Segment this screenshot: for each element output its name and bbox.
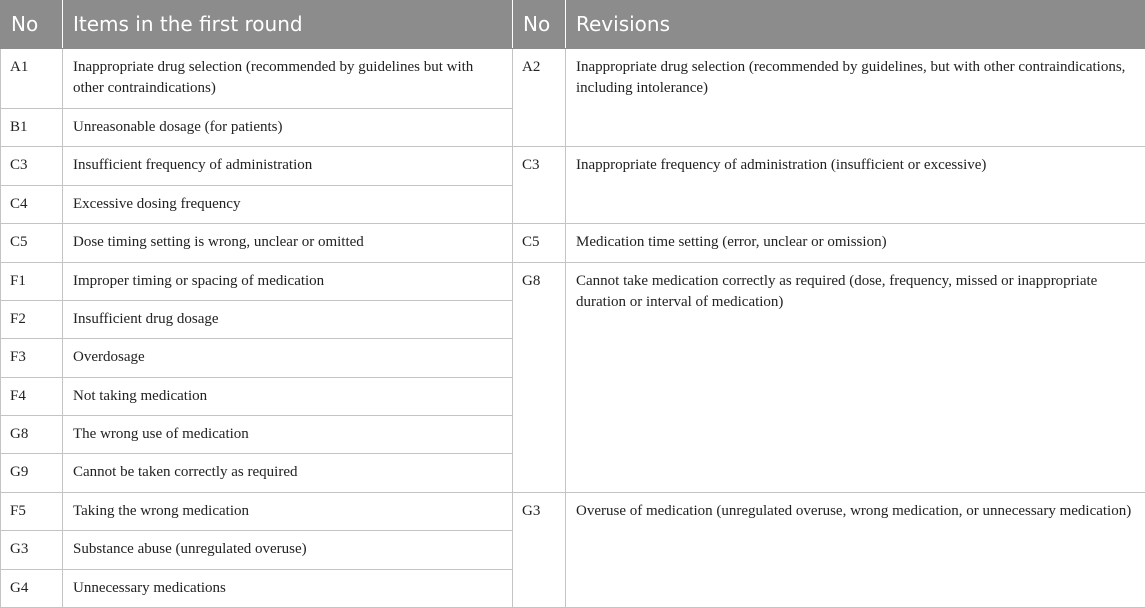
- item-no: C4: [1, 185, 63, 223]
- item-text: Overdosage: [63, 339, 513, 377]
- item-no: F5: [1, 492, 63, 530]
- revision-text: Inappropriate drug selection (recommended by guidelines, but with other contraindications, including intolerance): [566, 48, 1145, 147]
- revision-no: G3: [513, 492, 566, 607]
- item-no: G4: [1, 569, 63, 607]
- item-text: Inappropriate drug selection (recommended by guidelines but with other contraindications): [63, 48, 513, 109]
- item-text: Taking the wrong medication: [63, 492, 513, 530]
- table-row: [1, 48, 1145, 109]
- item-text: Unreasonable dosage (for patients): [63, 109, 513, 147]
- revision-no: A2: [513, 48, 566, 147]
- item-text: Excessive dosing frequency: [63, 185, 513, 223]
- table-header: [1, 0, 1145, 48]
- table-row: [1, 492, 1145, 530]
- item-no: F4: [1, 377, 63, 415]
- revision-text: Medication time setting (error, unclear or omission): [566, 224, 1145, 262]
- revision-no: C5: [513, 224, 566, 262]
- item-text: Insufficient frequency of administration: [63, 147, 513, 185]
- item-no: C3: [1, 147, 63, 185]
- item-text: Cannot be taken correctly as required: [63, 454, 513, 492]
- item-no: C5: [1, 224, 63, 262]
- item-no: G9: [1, 454, 63, 492]
- revision-no: G8: [513, 262, 566, 492]
- item-text: Improper timing or spacing of medication: [63, 262, 513, 300]
- item-text: Not taking medication: [63, 377, 513, 415]
- item-no: A1: [1, 48, 63, 109]
- header-row: [1, 0, 1145, 48]
- header-no-revision: No: [513, 0, 566, 48]
- table-body: [1, 48, 1145, 608]
- header-revisions: Revisions: [566, 0, 1145, 48]
- revision-text: Cannot take medication correctly as required (dose, frequency, missed or inappropriate duration or interval of medication): [566, 262, 1145, 492]
- item-text: Substance abuse (unregulated overuse): [63, 531, 513, 569]
- item-no: G8: [1, 416, 63, 454]
- table-row: [1, 262, 1145, 300]
- item-no: G3: [1, 531, 63, 569]
- revision-no: C3: [513, 147, 566, 224]
- item-no: B1: [1, 109, 63, 147]
- revision-text: Overuse of medication (unregulated overuse, wrong medication, or unnecessary medication): [566, 492, 1145, 607]
- item-no: F2: [1, 300, 63, 338]
- item-no: F1: [1, 262, 63, 300]
- header-items-first-round: Items in the first round: [63, 0, 513, 48]
- table-row: [1, 224, 1145, 262]
- header-no-first: No: [1, 0, 63, 48]
- item-text: Insufficient drug dosage: [63, 300, 513, 338]
- item-no: F3: [1, 339, 63, 377]
- revision-text: Inappropriate frequency of administration (insufficient or excessive): [566, 147, 1145, 224]
- item-text: The wrong use of medication: [63, 416, 513, 454]
- item-text: Unnecessary medications: [63, 569, 513, 607]
- item-text: Dose timing setting is wrong, unclear or omitted: [63, 224, 513, 262]
- table-row: [1, 147, 1145, 185]
